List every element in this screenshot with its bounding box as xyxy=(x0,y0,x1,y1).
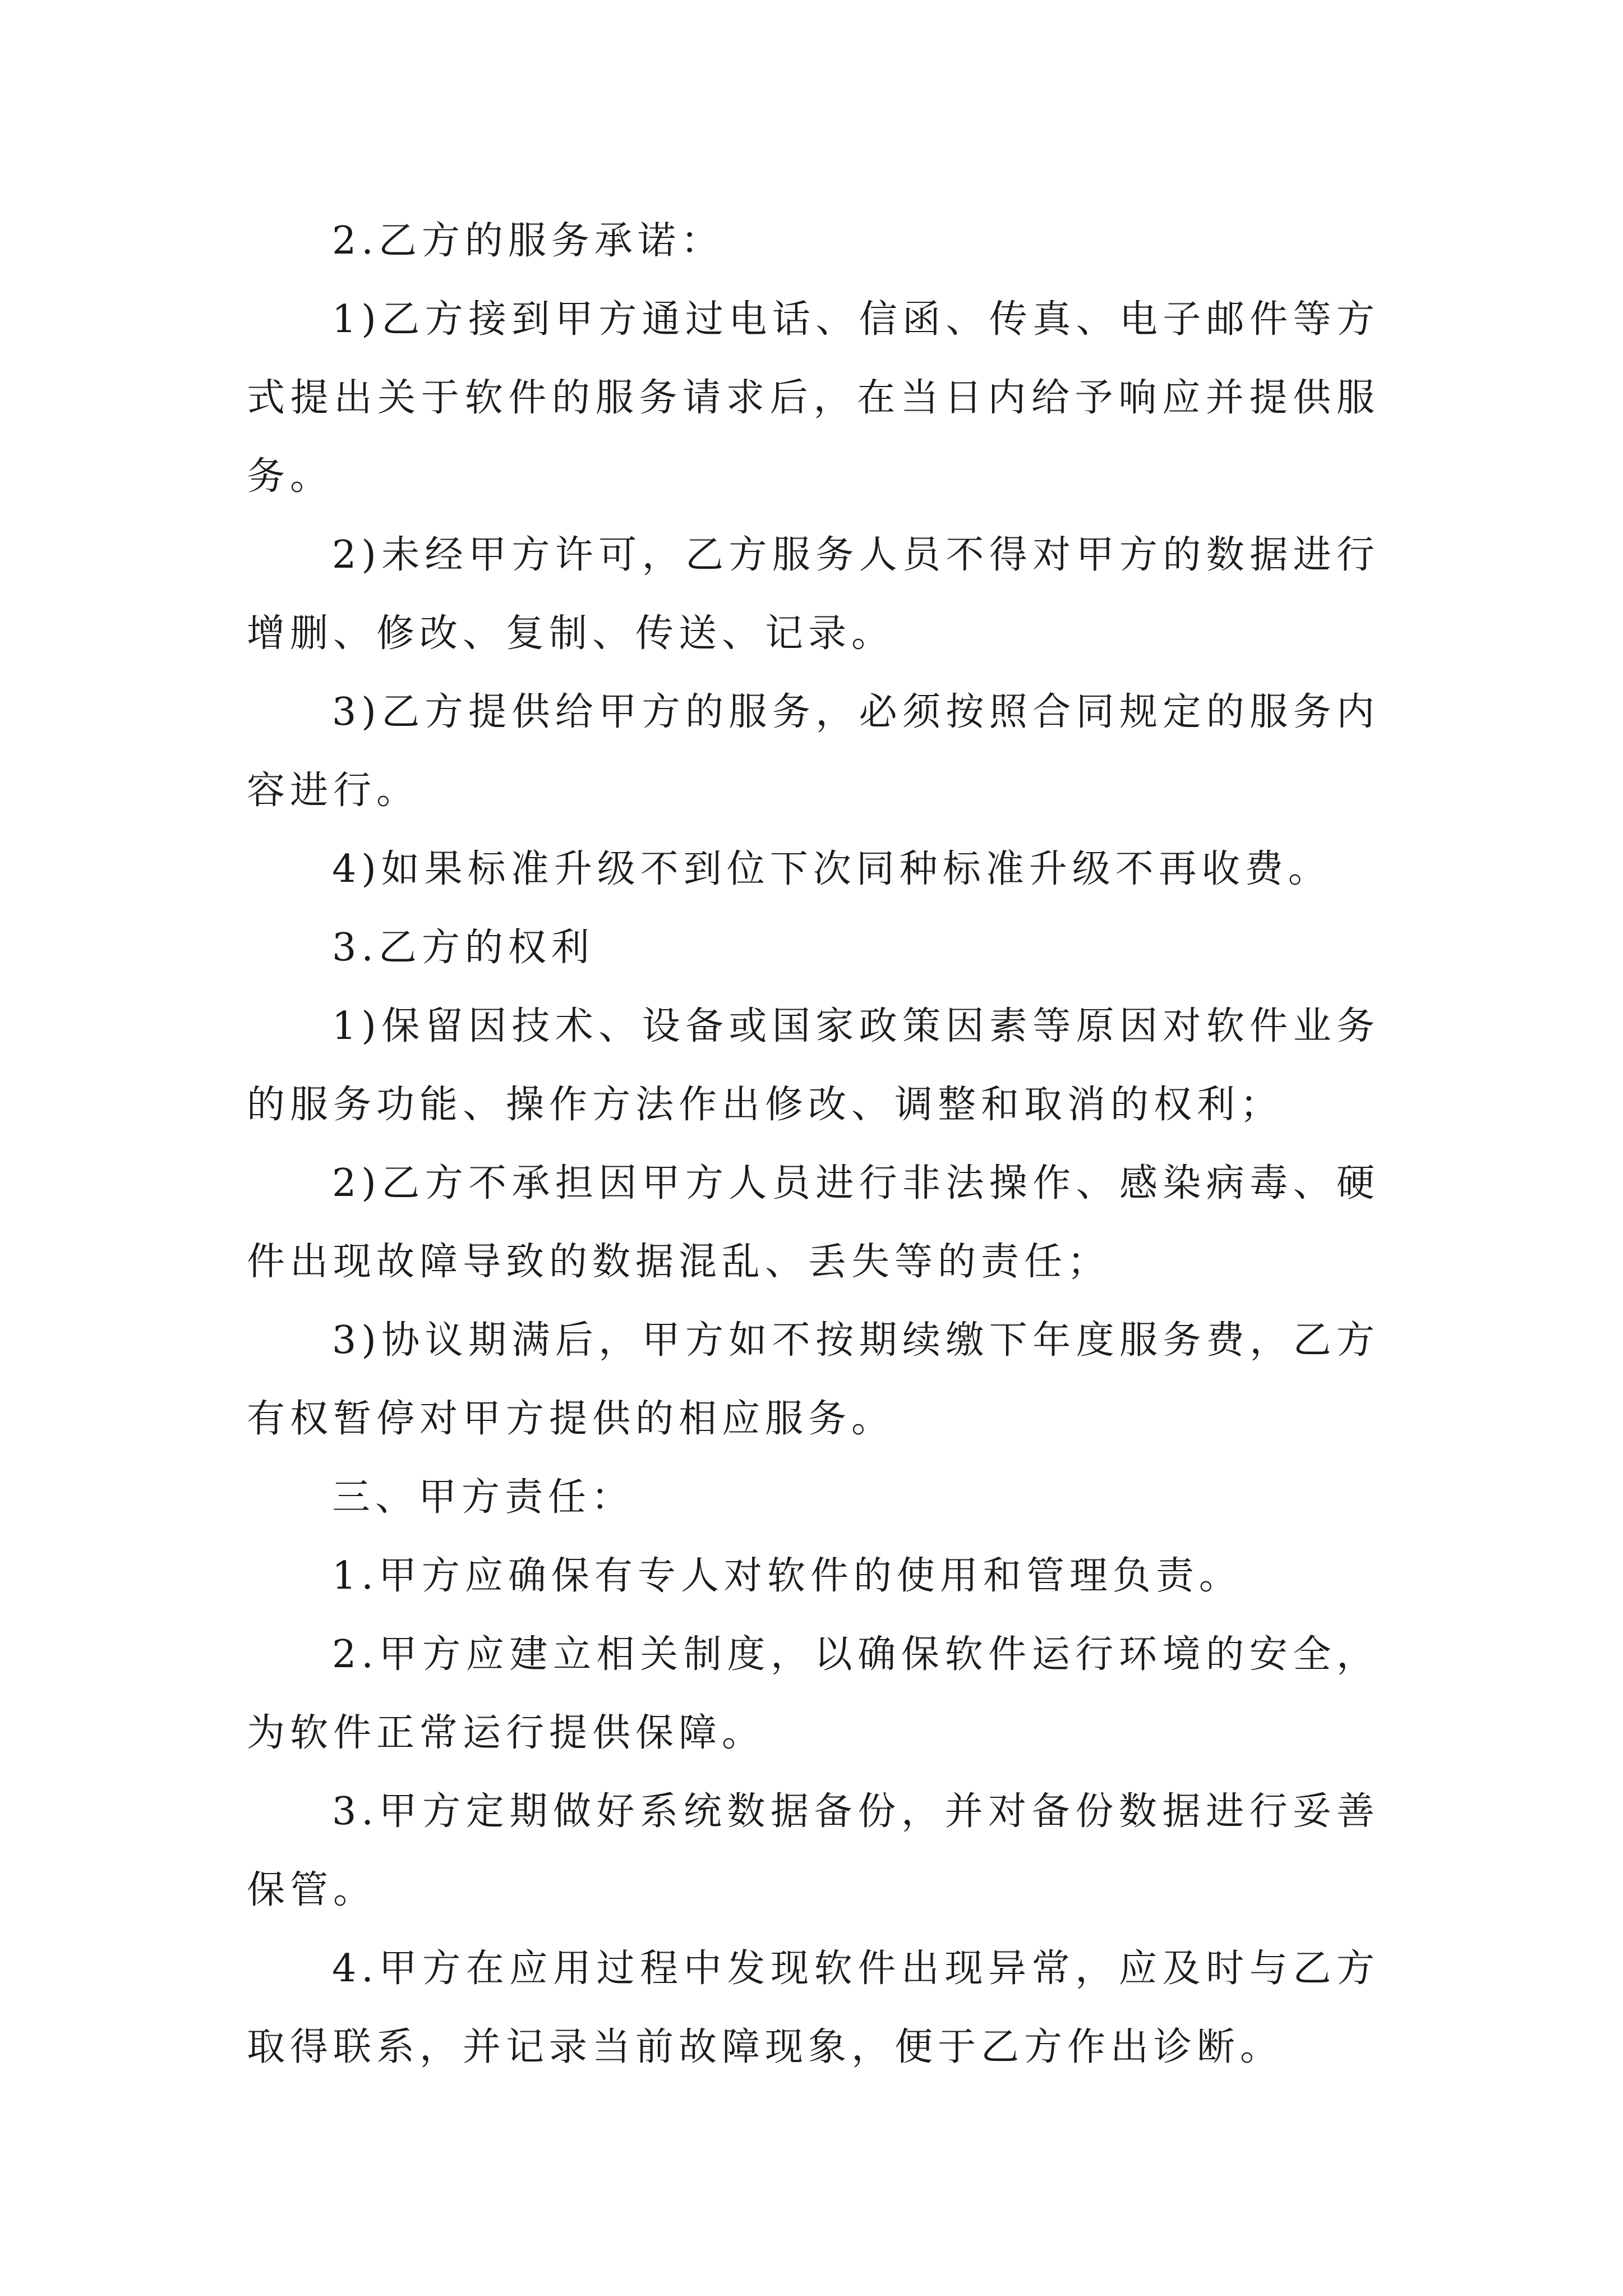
paragraph-responsibility-4: 4.甲方在应用过程中发现软件出现异常，应及时与乙方取得联系，并记录当前故障现象，便于乙方作出诊断。 xyxy=(247,1947,1380,2069)
document-body xyxy=(247,202,1380,2087)
paragraph-commitment-1: 1)乙方接到甲方通过电话、信函、传真、电子邮件等方式提出关于软件的服务请求后，在当日内给予响应并提供服务。 xyxy=(247,297,1380,499)
paragraph-commitment-3: 3)乙方提供给甲方的服务，必须按照合同规定的服务内容进行。 xyxy=(247,690,1380,813)
paragraph-right-2: 2)乙方不承担因甲方人员进行非法操作、感染病毒、硬件出现故障导致的数据混乱、丢失等的责任； xyxy=(247,1161,1380,1284)
paragraph-responsibility-1: 1.甲方应确保有专人对软件的使用和管理负责。 xyxy=(332,1554,1242,1598)
paragraph-right-3: 3)协议期满后，甲方如不按期续缴下年度服务费，乙方有权暂停对甲方提供的相应服务。 xyxy=(247,1318,1380,1441)
paragraph-responsibility-3: 3.甲方定期做好系统数据备份，并对备份数据进行妥善保管。 xyxy=(247,1789,1380,1912)
paragraph-commitment-2: 2)未经甲方许可，乙方服务人员不得对甲方的数据进行增删、修改、复制、传送、记录。 xyxy=(247,533,1380,656)
section-heading-party-b-rights: 3.乙方的权利 xyxy=(332,926,594,970)
paragraph-right-1: 1)保留因技术、设备或国家政策因素等原因对软件业务的服务功能、操作方法作出修改、调整和取消的权利； xyxy=(247,1004,1380,1127)
section-heading-party-a-responsibilities: 三、甲方责任： xyxy=(332,1475,635,1520)
paragraph-commitment-4: 4)如果标准升级不到位下次同种标准升级不再收费。 xyxy=(332,847,1331,891)
paragraph-responsibility-2: 2.甲方应建立相关制度，以确保软件运行环境的安全，为软件正常运行提供保障。 xyxy=(247,1632,1380,1755)
section-heading-party-b-commitments: 2.乙方的服务承诺： xyxy=(332,219,724,263)
